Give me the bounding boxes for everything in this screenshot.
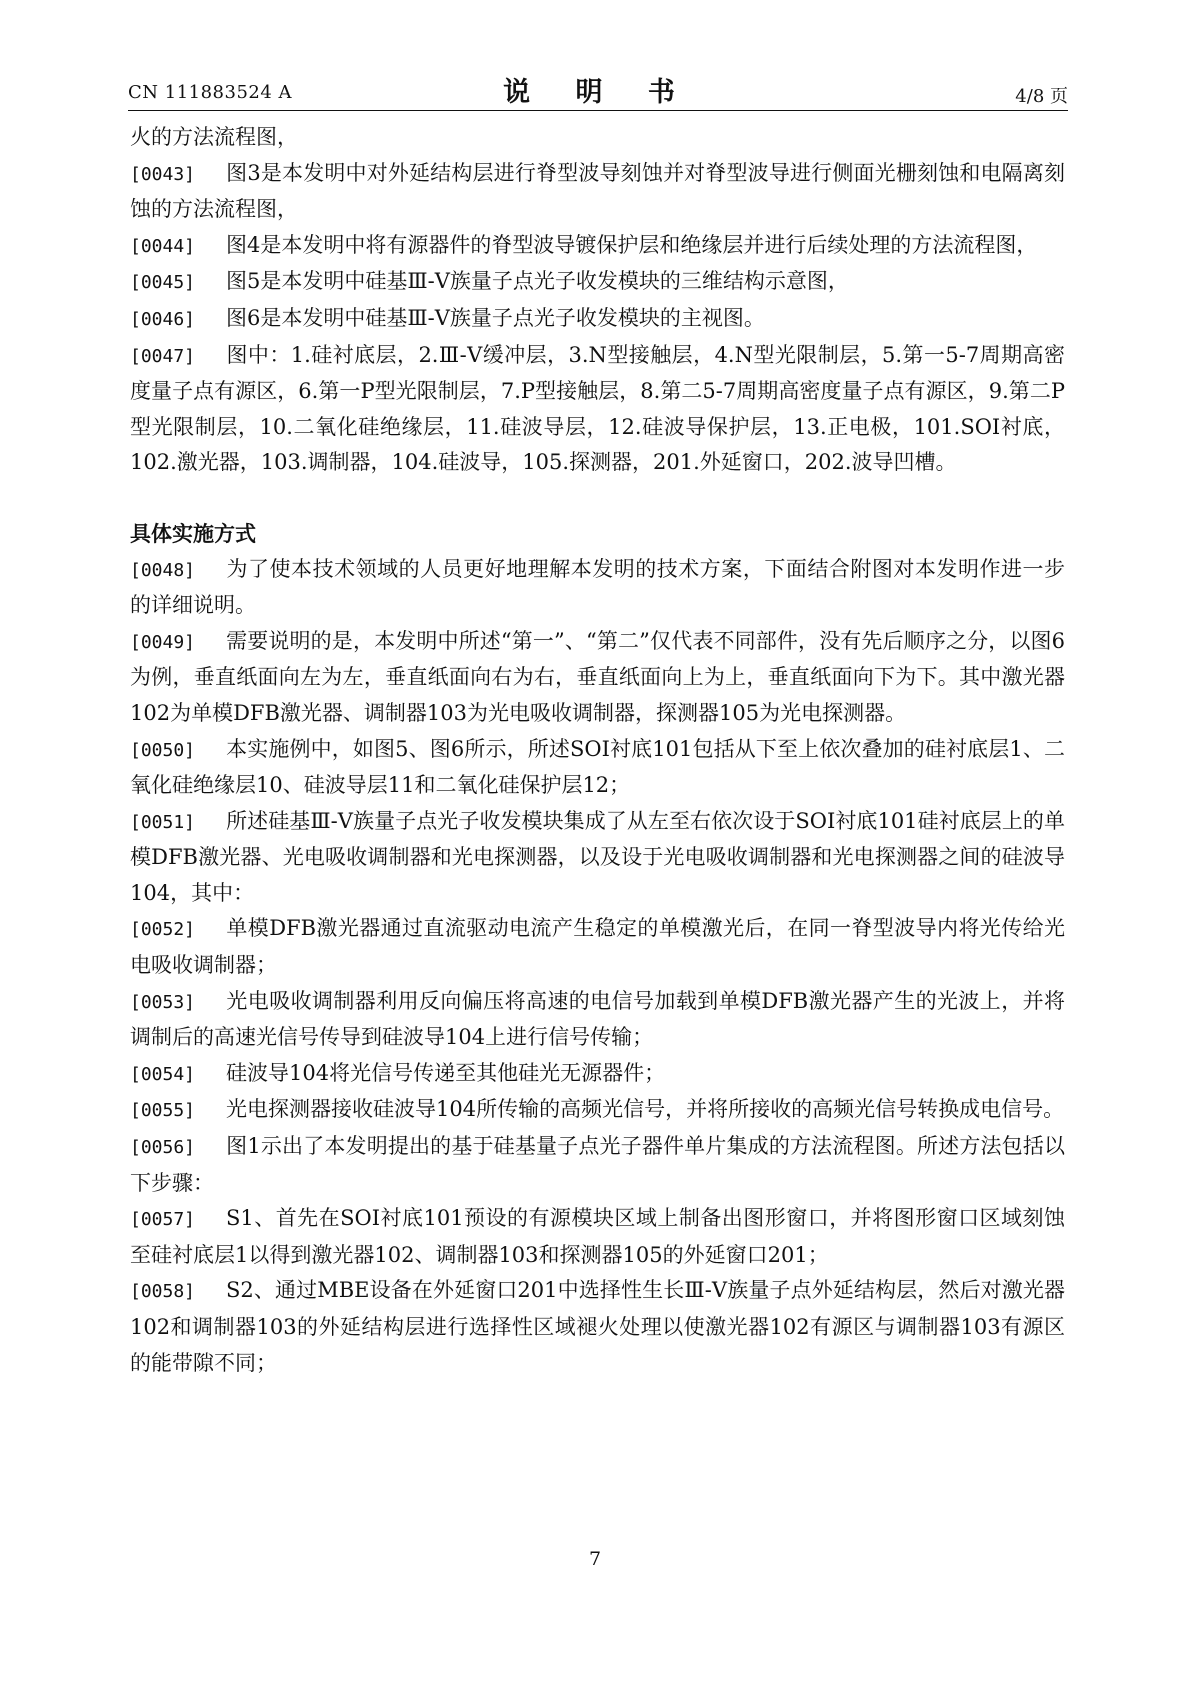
paragraph [130, 732, 1065, 804]
figure-descriptions [130, 156, 1065, 481]
paragraph [130, 1129, 1065, 1201]
embodiment-paragraphs [130, 552, 1065, 1382]
paragraph-text: 单模DFB激光器通过直流驱动电流产生稳定的单模激光后，在同一脊型波导内将光传给光电吸收调制器； [130, 916, 1065, 978]
paragraph [130, 911, 1065, 983]
paragraph [130, 1201, 1065, 1273]
publication-number: CN 111883524 A [128, 82, 293, 103]
paragraph-number: [0057] [130, 1209, 196, 1231]
document-body [130, 120, 1065, 1381]
paragraph-number: [0043] [130, 163, 196, 185]
paragraph-text: 光电吸收调制器利用反向偏压将高速的电信号加载到单模DFB激光器产生的光波上，并将调制后的高速光信号传导到硅波导104上进行信号传输； [130, 988, 1065, 1050]
paragraph [130, 1273, 1065, 1381]
paragraph [130, 228, 1065, 265]
paragraph-number: [0056] [130, 1137, 196, 1159]
paragraph [130, 804, 1065, 912]
paragraph-text: 图1示出了本发明提出的基于硅基量子点光子器件单片集成的方法流程图。所述方法包括以下步骤： [130, 1134, 1065, 1195]
paragraph-text: 光电探测器接收硅波导104所传输的高频光信号，并将所接收的高频光信号转换成电信号。 [226, 1097, 1065, 1122]
paragraph-text: 所述硅基Ⅲ-Ⅴ族量子点光子收发模块集成了从左至右依次设于SOI衬底101硅衬底层上的单模DFB激光器、光电吸收调制器和光电探测器，以及设于光电吸收调制器和光电探测器之间的硅波导104，其中： [130, 808, 1065, 905]
paragraph-text: 图4是本发明中将有源器件的脊型波导镀保护层和绝缘层并进行后续处理的方法流程图， [226, 232, 1038, 257]
paragraph-number: [0055] [130, 1100, 196, 1122]
paragraph [130, 1092, 1065, 1129]
paragraph-number: [0051] [130, 811, 196, 833]
document-title: 说 明 书 [503, 77, 693, 108]
paragraph-text: 为了使本技术领域的人员更好地理解本发明的技术方案，下面结合附图对本发明作进一步的详细说明。 [130, 556, 1065, 618]
paragraph-number: [0052] [130, 919, 196, 941]
paragraph-number: [0049] [130, 631, 196, 653]
paragraph-number: [0054] [130, 1063, 196, 1085]
paragraph [130, 301, 1065, 338]
paragraph-text: S2、通过MBE设备在外延窗口201中选择性生长Ⅲ-Ⅴ族量子点外延结构层，然后对激光器102和调制器103的外延结构层进行选择性区域褪火处理以使激光器102有源区与调制器103有源区的能带隙不同； [130, 1278, 1065, 1375]
header-rule [128, 110, 1068, 111]
section-heading: 具体实施方式 [130, 520, 256, 546]
paragraph [130, 338, 1065, 481]
paragraph-number: [0053] [130, 991, 196, 1013]
paragraph-number: [0050] [130, 739, 196, 761]
paragraph-text: 图中：1.硅衬底层，2.Ⅲ-Ⅴ缓冲层，3.N型接触层，4.N型光限制层，5.第一5-7周期高密度量子点有源区，6.第一P型光限制层，7.P型接触层，8.第二5-7周期高密度量子点有源区，9.第二P型光限制层，10.二氧化硅绝缘层，11.硅波导层，12.硅波导保护层，13.正电极，101.SOI衬底，102.激光器，103.调制器，104.硅波导，105.探测器，201.外延窗口，202.波导凹槽。 [130, 342, 1065, 475]
page-header [128, 70, 1068, 110]
paragraph-number: [0046] [130, 308, 196, 330]
paragraph-text: 图3是本发明中对外延结构层进行脊型波导刻蚀并对脊型波导进行侧面光栅刻蚀和电隔离刻蚀的方法流程图， [130, 160, 1065, 222]
paragraph [130, 624, 1065, 732]
paragraph [130, 156, 1065, 228]
paragraph-number: [0045] [130, 272, 196, 294]
paragraph-text: 图6是本发明中硅基Ⅲ-Ⅴ族量子点光子收发模块的主视图。 [226, 305, 765, 330]
paragraph-text: 硅波导104将光信号传递至其他硅光无源器件； [226, 1060, 666, 1085]
paragraph [130, 552, 1065, 624]
paragraph [130, 1056, 1065, 1093]
paragraph-text: S1、首先在SOI衬底101预设的有源模块区域上制备出图形窗口，并将图形窗口区域刻蚀至硅衬底层1以得到激光器102、调制器103和探测器105的外延窗口201； [130, 1206, 1065, 1267]
paragraph [130, 984, 1065, 1056]
paragraph-text: 需要说明的是，本发明中所述“第一”、“第二”仅代表不同部件，没有先后顺序之分，以图6为例，垂直纸面向左为左，垂直纸面向右为右，垂直纸面向上为上，垂直纸面向下为下。其中激光器102为单模DFB激光器、调制器103为光电吸收调制器，探测器105为光电探测器。 [130, 628, 1065, 725]
paragraph-number: [0047] [130, 345, 196, 367]
paragraph-number: [0048] [130, 559, 196, 581]
paragraph-number: [0058] [130, 1281, 196, 1303]
page-number: 7 [588, 1548, 602, 1570]
paragraph-text: 图5是本发明中硅基Ⅲ-Ⅴ族量子点光子收发模块的三维结构示意图， [226, 269, 849, 294]
paragraph-number: [0044] [130, 235, 196, 257]
paragraph [130, 264, 1065, 301]
continued-text: 火的方法流程图， [130, 125, 298, 149]
page-indicator: 4/8 页 [1015, 86, 1068, 107]
paragraph-text: 本实施例中，如图5、图6所示，所述SOI衬底101包括从下至上依次叠加的硅衬底层1、二氧化硅绝缘层10、硅波导层11和二氧化硅保护层12； [130, 736, 1065, 798]
